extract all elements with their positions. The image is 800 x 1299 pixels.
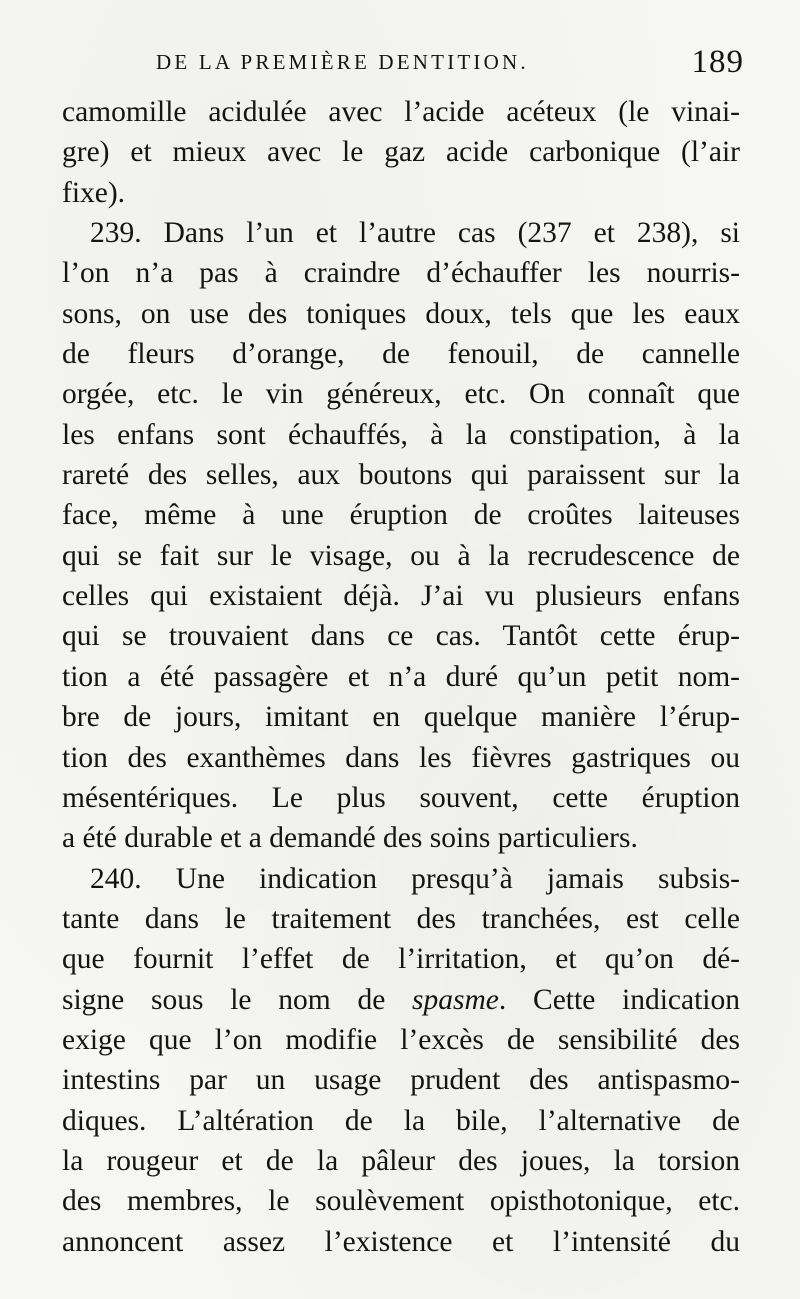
text-line: qui se trouvaient dans ce cas. Tantôt cette érup- bbox=[62, 620, 740, 653]
text-line: de fleurs d’orange, de fenouil, de cannelle bbox=[62, 338, 740, 371]
running-head bbox=[150, 44, 744, 82]
text-line: qui se fait sur le visage, ou à la recrudescence de bbox=[62, 539, 740, 572]
body-text bbox=[62, 92, 740, 1262]
text-line: les enfans sont échauffés, à la constipation, à la bbox=[62, 418, 740, 451]
text-line: sons, on use des toniques doux, tels que les eaux bbox=[62, 297, 740, 330]
text-line: tion a été passagère et n’a duré qu’un petit nom- bbox=[62, 660, 740, 693]
paragraph-239-start: 239. Dans l’un et l’autre cas (237 et 238), si bbox=[90, 217, 740, 250]
text-segment: signe sous le nom de bbox=[62, 983, 386, 1016]
text-line: gre) et mieux avec le gaz acide carbonique (l’air bbox=[62, 136, 740, 169]
text-line: la rougeur et de la pâleur des joues, la torsion bbox=[62, 1144, 740, 1177]
text-line: annoncent assez l’existence et l’intensité du bbox=[62, 1225, 740, 1258]
text-segment: . Cette indication bbox=[498, 983, 740, 1016]
text-line: mésentériques. Le plus souvent, cette éruption bbox=[62, 781, 740, 814]
text-line: l’on n’a pas à craindre d’échauffer les nourris- bbox=[62, 257, 740, 290]
text-line: diques. L’altération de la bile, l’alternative de bbox=[62, 1104, 740, 1137]
text-line: orgée, etc. le vin généreux, etc. On connaît que bbox=[62, 378, 740, 411]
text-line: camomille acidulée avec l’acide acéteux (le vinai- bbox=[62, 96, 740, 128]
running-title: DE LA PREMIÈRE DENTITION. bbox=[156, 50, 529, 74]
text-line: intestins par un usage prudent des antispasmo- bbox=[62, 1064, 740, 1097]
text-line: tante dans le traitement des tranchées, est celle bbox=[62, 902, 740, 935]
page-number: 189 bbox=[691, 44, 744, 80]
text-line: rareté des selles, aux boutons qui paraissent sur la bbox=[62, 459, 740, 492]
paragraph-240-start: 240. Une indication presqu’à jamais subsis- bbox=[90, 862, 740, 895]
text-line-with-emphasis bbox=[62, 980, 740, 1020]
text-line: fixe). bbox=[62, 176, 126, 209]
text-line: que fournit l’effet de l’irritation, et qu’on dé- bbox=[62, 943, 740, 976]
text-line: exige que l’on modifie l’excès de sensibilité des bbox=[62, 1023, 740, 1056]
text-line: tion des exanthèmes dans les fièvres gastriques ou bbox=[62, 741, 740, 774]
text-line: face, même à une éruption de croûtes laiteuses bbox=[62, 499, 740, 532]
text-line: a été durable et a demandé des soins particuliers. bbox=[62, 822, 638, 855]
italic-term: spasme bbox=[412, 983, 499, 1016]
text-line: celles qui existaient déjà. J’ai vu plusieurs enfans bbox=[62, 580, 740, 613]
text-line: des membres, le soulèvement opisthotonique, etc. bbox=[62, 1185, 740, 1218]
text-line: bre de jours, imitant en quelque manière l’érup- bbox=[62, 701, 740, 734]
